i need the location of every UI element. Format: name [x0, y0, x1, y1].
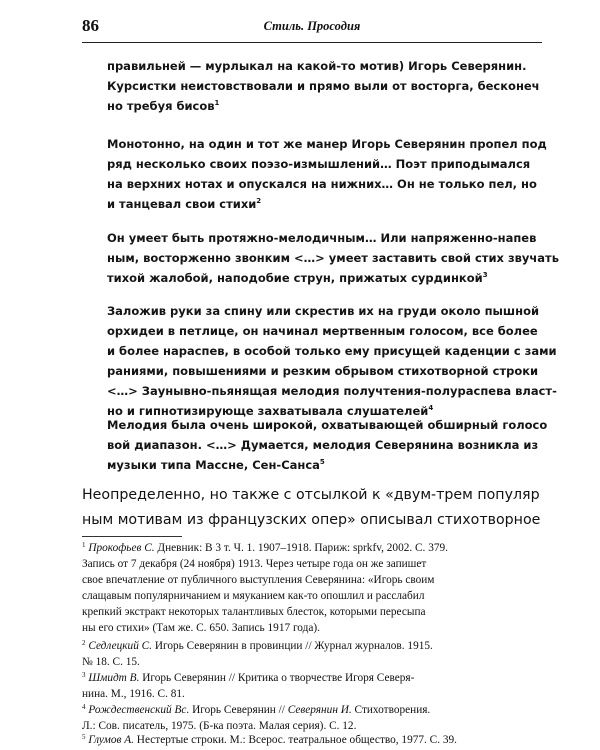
footnote-text: Игорь Северянин // — [189, 704, 288, 716]
footnote-text: свое впечатление от публичного выступления Северянина: «Игорь своим — [82, 574, 435, 586]
footnote-text: слащавым популярничанием и мяуканием как-то опошлил и расслабил — [82, 590, 425, 602]
footnote-3 — [82, 670, 542, 702]
footnote-ref[interactable]: 5 — [319, 458, 325, 466]
block-quote-3 — [107, 228, 559, 288]
footnote-text: № 18. С. 15. — [82, 656, 140, 668]
footnote-divider — [82, 536, 182, 537]
quote-line: Курсистки неистовствовали и прямо выли от восторга, бесконеч — [107, 79, 540, 93]
footnote-mark: 2 — [82, 639, 86, 647]
footnote-5 — [82, 732, 542, 748]
footnote-author: Шмидт В. — [88, 672, 140, 684]
footnote-ref[interactable]: 1 — [214, 99, 220, 107]
footnote-text: Л.: Сов. писатель, 1975. (Б-ка поэта. Малая серия). С. 12. — [82, 720, 357, 732]
footnote-text: Игорь Северянин // Критика о творчестве Игоря Северя- — [139, 672, 415, 684]
footnote-author: Прокофьев С. — [88, 542, 155, 554]
quote-line: но требуя бисов — [107, 99, 215, 113]
footnote-text: нина. М., 1916. С. 81. — [82, 688, 185, 700]
footnote-mark: 5 — [82, 733, 86, 741]
footnote-author: Седлецкий С. — [88, 640, 153, 652]
quote-line: на верхних нотах и опускался на нижних… Он не только пел, но — [107, 177, 537, 191]
footnote-mark: 1 — [82, 541, 86, 549]
footnote-ref[interactable]: 3 — [482, 271, 488, 279]
quote-line: Заложив руки за спину или скрестив их на груди около пышной — [107, 304, 540, 318]
footnote-4 — [82, 702, 542, 734]
block-quote-1 — [107, 56, 540, 116]
page-number: 86 — [82, 16, 99, 35]
quote-line: орхидеи в петлице, он начинал мертвенным голосом, все более — [107, 324, 538, 338]
quote-line: <…> Заунывно-пьянящая мелодия получтения-полураспева власт- — [107, 384, 557, 398]
quote-line: но и гипнотизирующе захватывала слушателей — [107, 404, 429, 418]
quote-line: тихой жалобой, наподобие струн, прижатых сурдинкой — [107, 271, 483, 285]
quote-line: и танцевал свои стихи — [107, 197, 257, 211]
quote-line: ным, восторженно звонким <…> умеет заставить свой стих звучать — [107, 251, 559, 265]
footnote-text: крепкий экстракт некоторых талантливых блесток, которыми пересыпа — [82, 606, 426, 618]
block-quote-4 — [107, 301, 557, 421]
footnote-text: ны его стихи» (Там же. С. 650. Запись 1917 года). — [82, 622, 320, 634]
footnote-1 — [82, 540, 542, 636]
body-paragraph — [82, 483, 541, 533]
running-title: Стиль. Просодия — [263, 19, 361, 33]
quote-line: вой диапазон. <…> Думается, мелодия Северянина возникла из — [107, 438, 539, 452]
footnote-author: Рождественский Вс. — [88, 704, 190, 716]
footnote-text: Игорь Северянин в провинции // Журнал журналов. 1915. — [152, 640, 433, 652]
footnote-ref[interactable]: 4 — [428, 404, 434, 412]
quote-line: музыки типа Массне, Сен-Санса — [107, 458, 320, 472]
block-quote-2 — [107, 134, 547, 214]
body-line: Неопределенно, но также с отсылкой к «двум-трем популяр — [82, 487, 540, 503]
footnote-mark: 3 — [82, 671, 86, 679]
quote-line: и более нараспев, в особой только ему присущей каденции с зами — [107, 344, 557, 358]
footnote-author: Северянин И. — [287, 704, 352, 716]
footnote-text: Дневник: В 3 т. Ч. 1. 1907–1918. Париж: sprkfv, 2002. С. 379. — [154, 542, 448, 554]
quote-line: Он умеет быть протяжно-мелодичным… Или напряженно-напев — [107, 231, 537, 245]
footnote-mark: 4 — [82, 703, 86, 711]
footnote-2 — [82, 638, 542, 670]
quote-line: ряд несколько своих поэзо-измышлений… Поэт приподымался — [107, 157, 531, 171]
footnote-ref[interactable]: 2 — [256, 197, 262, 205]
quote-line: правильней — мурлыкал на какой-то мотив) Игорь Северянин. — [107, 59, 527, 73]
footnote-text: Нестертые строки. М.: Всерос. театральное общество, 1977. С. 39. — [133, 734, 457, 746]
footnote-text: Запись от 7 декабря (24 ноября) 1913. Через четыре года он же запишет — [82, 558, 427, 570]
footnote-text: Стихотворения. — [351, 704, 431, 716]
block-quote-5 — [107, 415, 548, 475]
footnote-author: Глумов А. — [88, 734, 134, 746]
page-header — [82, 16, 542, 43]
quote-line: Монотонно, на один и тот же манер Игорь Северянин пропел под — [107, 137, 547, 151]
body-line: ным мотивам из французских опер» описывал стихотворное — [82, 512, 541, 528]
quote-line: Мелодия была очень широкой, охватывающей обширный голосо — [107, 418, 548, 432]
quote-line: раниями, повышениями и резким обрывом стихотворной строки — [107, 364, 539, 378]
